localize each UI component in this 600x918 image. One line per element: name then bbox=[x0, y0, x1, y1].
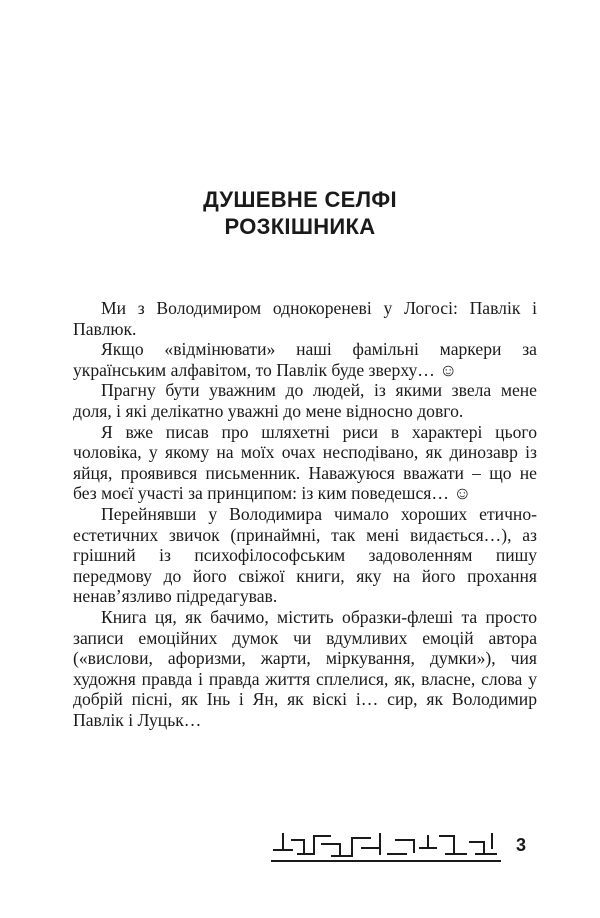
chapter-title-line-2: РОЗКІШНИКА bbox=[224, 214, 376, 239]
chapter-title-line-1: ДУШЕВНЕ СЕЛФІ bbox=[203, 187, 397, 212]
paragraph: Якщо «відмінювати» наші фамільні маркери за українським алфавітом, то Павлік буде зверху… ☺ bbox=[73, 339, 537, 380]
body-text bbox=[73, 298, 537, 730]
paragraph: Книга ця, як бачимо, містить образки-флеші та просто записи емоційних думок чи вдумливих емоцій автора («вислови, афоризми, жарти, міркування, думки»), чия художня правда і правда життя сплелися, як, власне, слова у добрій пісні, як Інь і Ян, як віскі і… сир, як Володимир Павлік і Луцьк… bbox=[73, 606, 537, 730]
paragraph: Прагну бути уважним до людей, із якими звела мене доля, і які делікатно уважні до мене відносно довго. bbox=[73, 380, 537, 421]
decorative-ornament-icon bbox=[270, 828, 502, 864]
page-number: 3 bbox=[515, 835, 526, 855]
page-footer bbox=[270, 828, 540, 864]
paragraph: Перейнявши у Володимира чимало хороших етично-естетичних звичок (принаймні, так мені видається…), аз грішний із психофілософським задоволенням пишу передмову до його свіжої книги, яку на його прохання ненав’язливо підредагував. bbox=[73, 503, 537, 607]
chapter-title bbox=[0, 186, 600, 240]
paragraph: Я вже писав про шляхетні риси в характері цього чоловіка, у якому на моїх очах несподівано, як динозавр із яйця, проявився письменник. Наважуюся вважати – що не без моєї участі за принципом: із ким поведешся… ☺ bbox=[73, 421, 537, 504]
paragraph: Ми з Володимиром однокореневі у Логосі: Павлік і Павлюк. bbox=[73, 298, 537, 339]
